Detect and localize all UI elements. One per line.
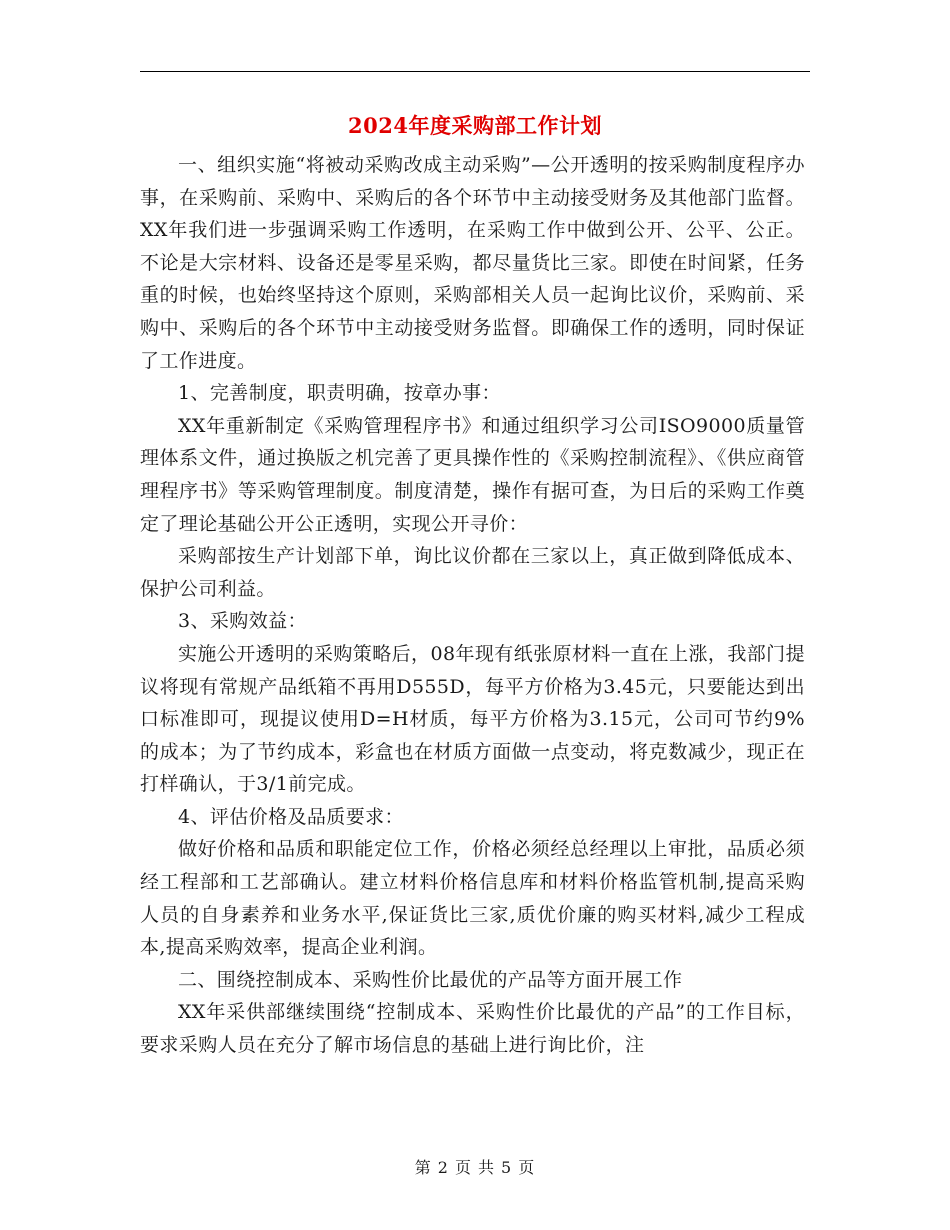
paragraph: 实施公开透明的采购策略后，08年现有纸张原材料一直在上涨，我部门提议将现有常规产品纸箱不再用D555D，每平方价格为3.45元，只要能达到出口标准即可，现提议使用D=H材质，每平方价格为3.15元，公司可节约9%的成本；为了节约成本，彩盒也在材质方面做一点变动，将克数减少，现正在打样确认，于3/1前完成。 xyxy=(140,642,805,796)
footer-middle: 页 共 xyxy=(454,1158,496,1177)
header-rule xyxy=(140,71,810,72)
document-body xyxy=(140,149,805,1062)
total-pages: 5 xyxy=(501,1158,513,1177)
paragraph: 二、围绕控制成本、采购性价比最优的产品等方面开展工作 xyxy=(178,968,683,991)
paragraph: 4、评估价格及品质要求： xyxy=(178,805,404,828)
paragraph: XX年重新制定《采购管理程序书》和通过组织学习公司ISO9000质量管理体系文件，通过换版之机完善了更具操作性的《采购控制流程》、《供应商管理程序书》等采购管理制度。制度清楚，操作有据可查，为日后的采购工作奠定了理论基础公开公正透明，实现公开寻价： xyxy=(140,414,805,535)
footer-prefix: 第 xyxy=(414,1158,432,1177)
page-number: 2 xyxy=(437,1158,449,1177)
paragraph: XX年采供部继续围绕“控制成本、采购性价比最优的产品”的工作目标，要求采购人员在充分了解市场信息的基础上进行询比价，注 xyxy=(140,1001,805,1057)
paragraph: 一、组织实施“将被动采购改成主动采购”—公开透明的按采购制度程序办事，在采购前、采购中、采购后的各个环节中主动接受财务及其他部门监督。XX年我们进一步强调采购工作透明，在采购工作中做到公开、公平、公正。不论是大宗材料、设备还是零星采购，都尽量货比三家。即使在时间紧，任务重的时候，也始终坚持这个原则，采购部相关人员一起询比议价，采购前、采购中、采购后的各个环节中主动接受财务监督。即确保工作的透明，同时保证了工作进度。 xyxy=(140,154,805,372)
paragraph: 采购部按生产计划部下单，询比议价都在三家以上，真正做到降低成本、保护公司利益。 xyxy=(140,545,805,600)
footer-suffix: 页 xyxy=(518,1158,536,1177)
page-footer xyxy=(0,1155,950,1178)
paragraph: 3、采购效益： xyxy=(178,610,307,633)
paragraph: 做好价格和品质和职能定位工作，价格必须经总经理以上审批，品质必须经工程部和工艺部确认。建立材料价格信息库和材料价格监管机制,提高采购人员的自身素养和业务水平,保证货比三家,质优价廉的购买材料,减少工程成本,提高采购效率，提高企业利润。 xyxy=(140,838,805,959)
paragraph: 1、完善制度，职责明确，按章办事： xyxy=(178,382,501,405)
document-title: 2024年度采购部工作计划 xyxy=(348,113,602,138)
